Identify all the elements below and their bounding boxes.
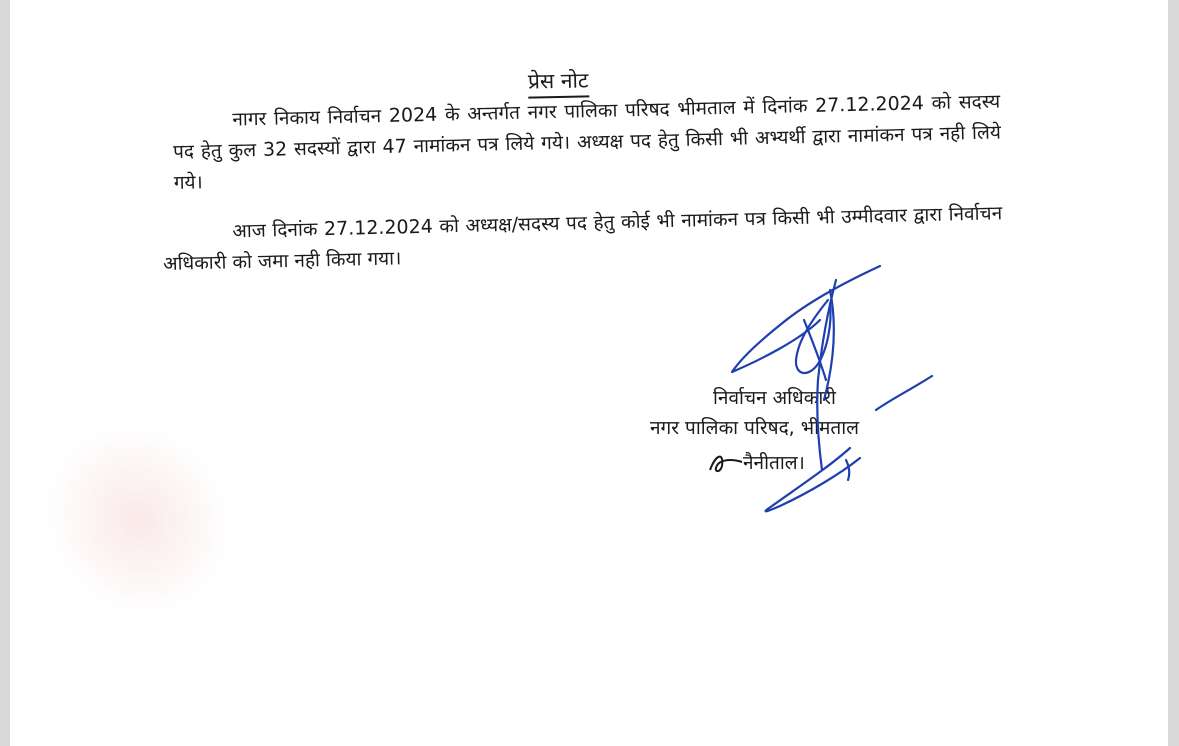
paragraph-submission-status: आज दिनांक 27.12.2024 को अध्यक्ष/सदस्य पद हेतु कोई भी नामांकन पत्र किसी भी उम्मीदवार द्वारा निर्वाचन अधिकारी को जमा नही किया गया। xyxy=(162,202,1003,275)
paper-stain xyxy=(10,386,269,653)
signatory-district: नैनीताल। xyxy=(743,452,805,474)
document-page xyxy=(10,0,1168,746)
signatory-office: नगर पालिका परिषद, भीमताल xyxy=(650,417,860,439)
page-title: प्रेस नोट xyxy=(528,65,589,98)
signature-mark xyxy=(700,260,960,520)
paragraph-nomination-details: नागर निकाय निर्वाचन 2024 के अन्तर्गत नगर पालिका परिषद भीमताल में दिनांक 27.12.2024 को सदस्य पद हेतु कुल 32 सदस्यों द्वारा 47 नामांकन पत्र लिये गये। अध्यक्ष पद हेतु किसी भी अभ्यर्थी द्वारा नामांकन पत्र नही लिये गये। xyxy=(172,90,1002,194)
signatory-designation: निर्वाचन अधिकारी xyxy=(713,387,836,409)
